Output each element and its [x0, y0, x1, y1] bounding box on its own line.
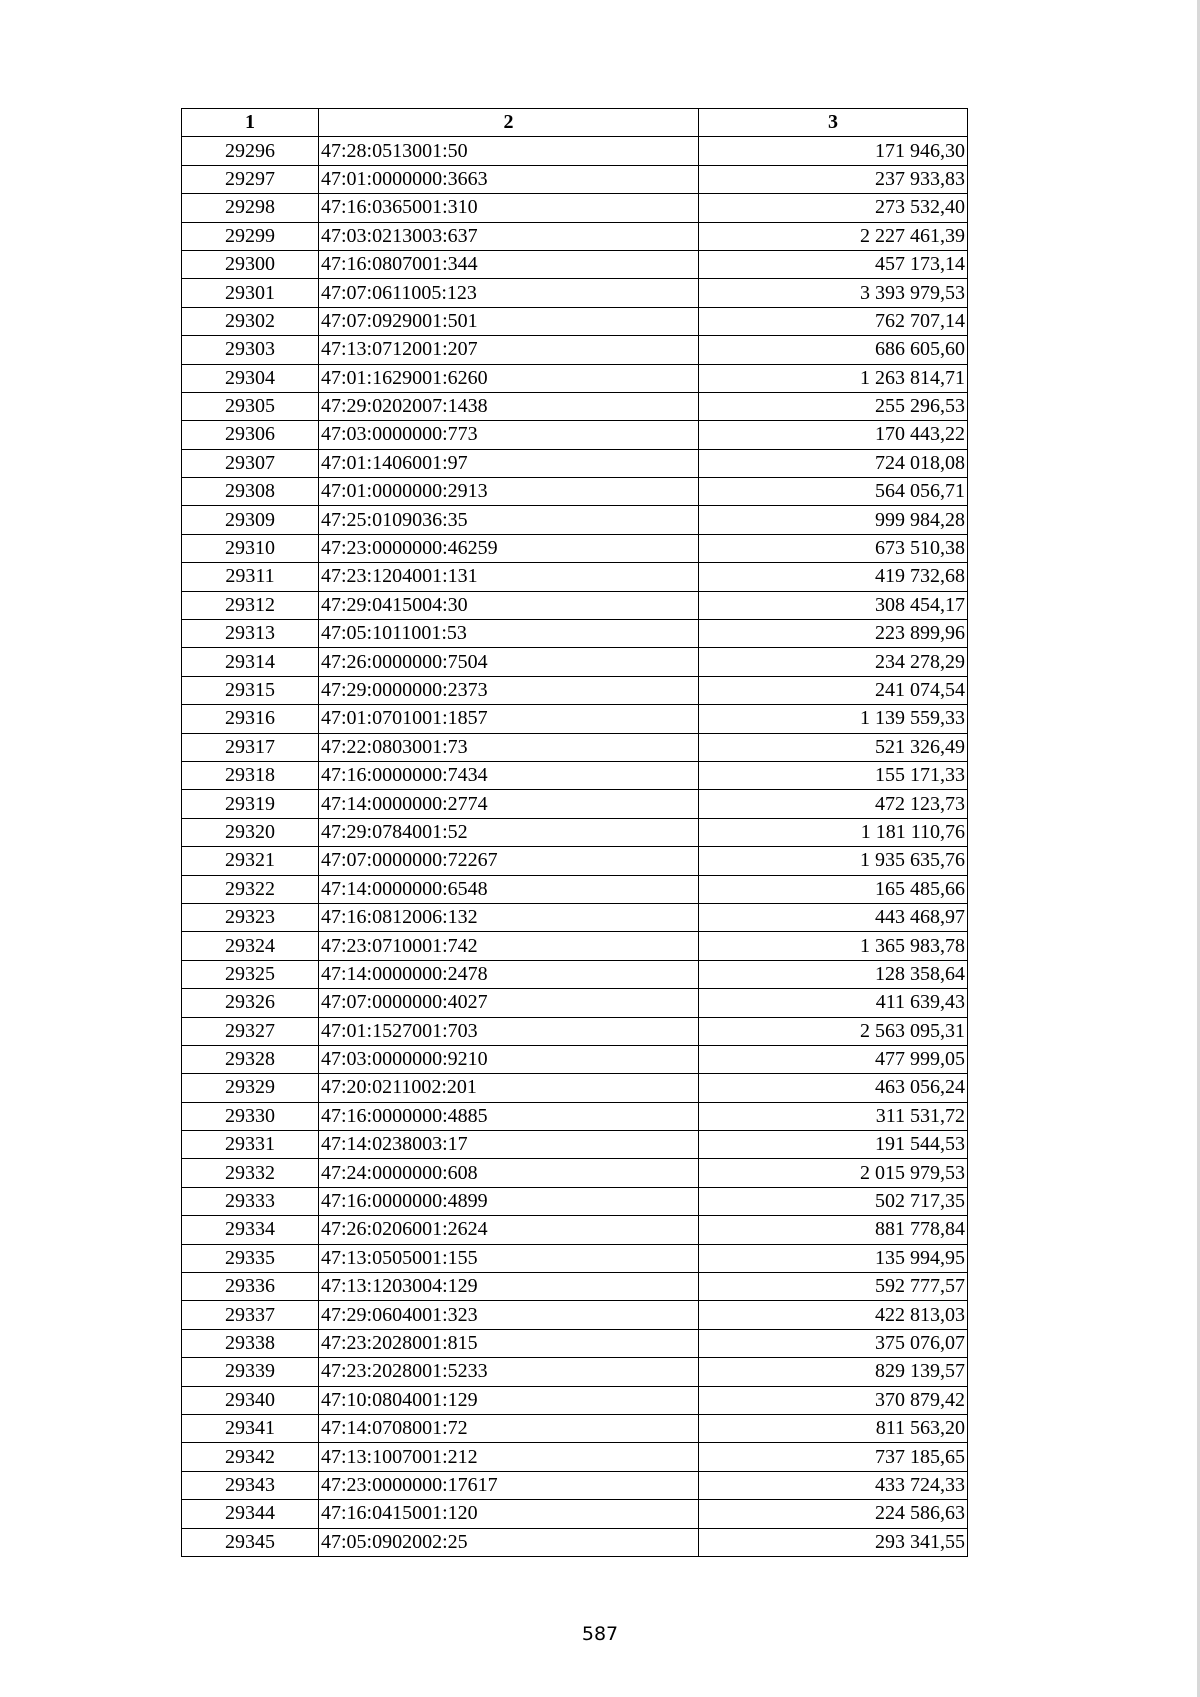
cadastral-number-cell: 47:16:0000000:4899 [319, 1187, 699, 1215]
cadastral-number-cell: 47:03:0000000:773 [319, 421, 699, 449]
value-cell: 255 296,53 [699, 392, 968, 420]
row-number-cell: 29305 [182, 392, 319, 420]
table-row [182, 1187, 968, 1215]
value-cell: 881 778,84 [699, 1216, 968, 1244]
row-number-cell: 29313 [182, 620, 319, 648]
cadastral-number-cell: 47:26:0000000:7504 [319, 648, 699, 676]
row-number-cell: 29303 [182, 336, 319, 364]
table-header-row [182, 109, 968, 137]
value-cell: 308 454,17 [699, 591, 968, 619]
cadastral-number-cell: 47:20:0211002:201 [319, 1074, 699, 1102]
row-number-cell: 29330 [182, 1102, 319, 1130]
cadastral-number-cell: 47:23:2028001:815 [319, 1329, 699, 1357]
table-row [182, 790, 968, 818]
value-cell: 457 173,14 [699, 250, 968, 278]
value-cell: 165 485,66 [699, 875, 968, 903]
table-row [182, 1471, 968, 1499]
table-row [182, 222, 968, 250]
table-row [182, 620, 968, 648]
cadastral-number-cell: 47:26:0206001:2624 [319, 1216, 699, 1244]
page-number: 587 [581, 1623, 619, 1645]
cadastral-number-cell: 47:23:1204001:131 [319, 563, 699, 591]
table-row [182, 279, 968, 307]
cadastral-number-cell: 47:07:0929001:501 [319, 307, 699, 335]
value-cell: 223 899,96 [699, 620, 968, 648]
cadastral-number-cell: 47:14:0708001:72 [319, 1414, 699, 1442]
cadastral-number-cell: 47:16:0000000:4885 [319, 1102, 699, 1130]
table-row [182, 676, 968, 704]
value-cell: 128 358,64 [699, 960, 968, 988]
cadastral-number-cell: 47:14:0000000:2478 [319, 960, 699, 988]
cadastral-number-cell: 47:07:0000000:4027 [319, 989, 699, 1017]
value-cell: 370 879,42 [699, 1386, 968, 1414]
table-row [182, 1386, 968, 1414]
table-row [182, 960, 968, 988]
value-cell: 1 935 635,76 [699, 847, 968, 875]
table-row [182, 1159, 968, 1187]
table-row [182, 392, 968, 420]
cadastral-number-cell: 47:01:1629001:6260 [319, 364, 699, 392]
table-row [182, 563, 968, 591]
value-cell: 234 278,29 [699, 648, 968, 676]
table-row [182, 989, 968, 1017]
row-number-cell: 29340 [182, 1386, 319, 1414]
row-number-cell: 29319 [182, 790, 319, 818]
cadastral-number-cell: 47:29:0000000:2373 [319, 676, 699, 704]
cadastral-number-cell: 47:01:0701001:1857 [319, 705, 699, 733]
cadastral-number-cell: 47:29:0784001:52 [319, 818, 699, 846]
table-row [182, 591, 968, 619]
value-cell: 762 707,14 [699, 307, 968, 335]
row-number-cell: 29301 [182, 279, 319, 307]
value-cell: 411 639,43 [699, 989, 968, 1017]
row-number-cell: 29298 [182, 194, 319, 222]
value-cell: 375 076,07 [699, 1329, 968, 1357]
table-row [182, 449, 968, 477]
row-number-cell: 29308 [182, 478, 319, 506]
row-number-cell: 29316 [182, 705, 319, 733]
value-cell: 433 724,33 [699, 1471, 968, 1499]
table-row [182, 1358, 968, 1386]
value-cell: 686 605,60 [699, 336, 968, 364]
value-cell: 2 563 095,31 [699, 1017, 968, 1045]
value-cell: 811 563,20 [699, 1414, 968, 1442]
value-cell: 1 181 110,76 [699, 818, 968, 846]
value-cell: 422 813,03 [699, 1301, 968, 1329]
table-row [182, 1443, 968, 1471]
value-cell: 724 018,08 [699, 449, 968, 477]
cadastral-number-cell: 47:07:0000000:72267 [319, 847, 699, 875]
table-row [182, 875, 968, 903]
row-number-cell: 29345 [182, 1528, 319, 1556]
row-number-cell: 29315 [182, 676, 319, 704]
cadastral-number-cell: 47:23:0000000:46259 [319, 534, 699, 562]
cadastral-number-cell: 47:13:1007001:212 [319, 1443, 699, 1471]
row-number-cell: 29304 [182, 364, 319, 392]
row-number-cell: 29334 [182, 1216, 319, 1244]
cadastral-number-cell: 47:13:0505001:155 [319, 1244, 699, 1272]
table-row [182, 1045, 968, 1073]
table-row [182, 250, 968, 278]
table-row [182, 818, 968, 846]
table-row [182, 336, 968, 364]
table-row [182, 478, 968, 506]
cadastral-number-cell: 47:14:0238003:17 [319, 1131, 699, 1159]
cadastral-number-cell: 47:13:0712001:207 [319, 336, 699, 364]
cadastral-number-cell: 47:01:0000000:2913 [319, 478, 699, 506]
column-header-2: 2 [319, 109, 699, 137]
cadastral-number-cell: 47:23:2028001:5233 [319, 1358, 699, 1386]
table-row [182, 903, 968, 931]
table-row [182, 506, 968, 534]
row-number-cell: 29318 [182, 761, 319, 789]
value-cell: 673 510,38 [699, 534, 968, 562]
value-cell: 463 056,24 [699, 1074, 968, 1102]
table-row [182, 1273, 968, 1301]
value-cell: 191 544,53 [699, 1131, 968, 1159]
table-row [182, 364, 968, 392]
row-number-cell: 29317 [182, 733, 319, 761]
row-number-cell: 29314 [182, 648, 319, 676]
value-cell: 1 139 559,33 [699, 705, 968, 733]
cadastral-number-cell: 47:29:0202007:1438 [319, 392, 699, 420]
row-number-cell: 29326 [182, 989, 319, 1017]
cadastral-number-cell: 47:01:1406001:97 [319, 449, 699, 477]
cadastral-number-cell: 47:13:1203004:129 [319, 1273, 699, 1301]
column-header-1: 1 [182, 109, 319, 137]
row-number-cell: 29324 [182, 932, 319, 960]
cadastral-number-cell: 47:07:0611005:123 [319, 279, 699, 307]
data-table [181, 108, 968, 1557]
value-cell: 564 056,71 [699, 478, 968, 506]
table-row [182, 733, 968, 761]
row-number-cell: 29320 [182, 818, 319, 846]
cadastral-number-cell: 47:05:0902002:25 [319, 1528, 699, 1556]
row-number-cell: 29302 [182, 307, 319, 335]
value-cell: 443 468,97 [699, 903, 968, 931]
table-row [182, 137, 968, 165]
table-row [182, 847, 968, 875]
value-cell: 155 171,33 [699, 761, 968, 789]
cadastral-number-cell: 47:01:0000000:3663 [319, 165, 699, 193]
table-row [182, 1528, 968, 1556]
value-cell: 135 994,95 [699, 1244, 968, 1272]
cadastral-number-cell: 47:03:0000000:9210 [319, 1045, 699, 1073]
value-cell: 737 185,65 [699, 1443, 968, 1471]
row-number-cell: 29341 [182, 1414, 319, 1442]
cadastral-number-cell: 47:29:0415004:30 [319, 591, 699, 619]
value-cell: 1 365 983,78 [699, 932, 968, 960]
value-cell: 2 015 979,53 [699, 1159, 968, 1187]
table-row [182, 165, 968, 193]
row-number-cell: 29336 [182, 1273, 319, 1301]
value-cell: 999 984,28 [699, 506, 968, 534]
row-number-cell: 29329 [182, 1074, 319, 1102]
row-number-cell: 29342 [182, 1443, 319, 1471]
cadastral-number-cell: 47:10:0804001:129 [319, 1386, 699, 1414]
row-number-cell: 29307 [182, 449, 319, 477]
table-row [182, 534, 968, 562]
table-row [182, 307, 968, 335]
value-cell: 419 732,68 [699, 563, 968, 591]
table-row [182, 1329, 968, 1357]
cadastral-number-cell: 47:23:0710001:742 [319, 932, 699, 960]
row-number-cell: 29309 [182, 506, 319, 534]
value-cell: 273 532,40 [699, 194, 968, 222]
cadastral-number-cell: 47:05:1011001:53 [319, 620, 699, 648]
table-row [182, 761, 968, 789]
cadastral-number-cell: 47:29:0604001:323 [319, 1301, 699, 1329]
cadastral-number-cell: 47:16:0807001:344 [319, 250, 699, 278]
table-row [182, 1102, 968, 1130]
row-number-cell: 29337 [182, 1301, 319, 1329]
row-number-cell: 29310 [182, 534, 319, 562]
table-body [182, 137, 968, 1557]
value-cell: 592 777,57 [699, 1273, 968, 1301]
table-row [182, 1414, 968, 1442]
value-cell: 171 946,30 [699, 137, 968, 165]
cadastral-number-cell: 47:14:0000000:2774 [319, 790, 699, 818]
cadastral-number-cell: 47:28:0513001:50 [319, 137, 699, 165]
row-number-cell: 29323 [182, 903, 319, 931]
cadastral-number-cell: 47:16:0812006:132 [319, 903, 699, 931]
row-number-cell: 29339 [182, 1358, 319, 1386]
table-row [182, 421, 968, 449]
value-cell: 1 263 814,71 [699, 364, 968, 392]
cadastral-number-cell: 47:24:0000000:608 [319, 1159, 699, 1187]
row-number-cell: 29322 [182, 875, 319, 903]
row-number-cell: 29343 [182, 1471, 319, 1499]
cadastral-number-cell: 47:16:0365001:310 [319, 194, 699, 222]
cadastral-number-cell: 47:23:0000000:17617 [319, 1471, 699, 1499]
table-row [182, 1500, 968, 1528]
cadastral-number-cell: 47:03:0213003:637 [319, 222, 699, 250]
row-number-cell: 29333 [182, 1187, 319, 1215]
table-row [182, 194, 968, 222]
value-cell: 293 341,55 [699, 1528, 968, 1556]
table-row [182, 932, 968, 960]
row-number-cell: 29306 [182, 421, 319, 449]
row-number-cell: 29297 [182, 165, 319, 193]
row-number-cell: 29325 [182, 960, 319, 988]
table-row [182, 648, 968, 676]
table-row [182, 1131, 968, 1159]
cadastral-number-cell: 47:22:0803001:73 [319, 733, 699, 761]
row-number-cell: 29338 [182, 1329, 319, 1357]
row-number-cell: 29312 [182, 591, 319, 619]
value-cell: 237 933,83 [699, 165, 968, 193]
value-cell: 2 227 461,39 [699, 222, 968, 250]
row-number-cell: 29344 [182, 1500, 319, 1528]
table-row [182, 1216, 968, 1244]
cadastral-number-cell: 47:16:0415001:120 [319, 1500, 699, 1528]
value-cell: 224 586,63 [699, 1500, 968, 1528]
cadastral-number-cell: 47:25:0109036:35 [319, 506, 699, 534]
cadastral-number-cell: 47:16:0000000:7434 [319, 761, 699, 789]
value-cell: 829 139,57 [699, 1358, 968, 1386]
table-row [182, 1017, 968, 1045]
value-cell: 502 717,35 [699, 1187, 968, 1215]
cadastral-number-cell: 47:01:1527001:703 [319, 1017, 699, 1045]
value-cell: 477 999,05 [699, 1045, 968, 1073]
row-number-cell: 29328 [182, 1045, 319, 1073]
value-cell: 311 531,72 [699, 1102, 968, 1130]
row-number-cell: 29311 [182, 563, 319, 591]
table-row [182, 1244, 968, 1272]
table-row [182, 705, 968, 733]
value-cell: 3 393 979,53 [699, 279, 968, 307]
row-number-cell: 29327 [182, 1017, 319, 1045]
value-cell: 241 074,54 [699, 676, 968, 704]
row-number-cell: 29300 [182, 250, 319, 278]
row-number-cell: 29335 [182, 1244, 319, 1272]
cadastral-number-cell: 47:14:0000000:6548 [319, 875, 699, 903]
table-row [182, 1301, 968, 1329]
row-number-cell: 29331 [182, 1131, 319, 1159]
row-number-cell: 29299 [182, 222, 319, 250]
row-number-cell: 29332 [182, 1159, 319, 1187]
row-number-cell: 29296 [182, 137, 319, 165]
column-header-3: 3 [699, 109, 968, 137]
value-cell: 472 123,73 [699, 790, 968, 818]
row-number-cell: 29321 [182, 847, 319, 875]
value-cell: 521 326,49 [699, 733, 968, 761]
table-row [182, 1074, 968, 1102]
value-cell: 170 443,22 [699, 421, 968, 449]
